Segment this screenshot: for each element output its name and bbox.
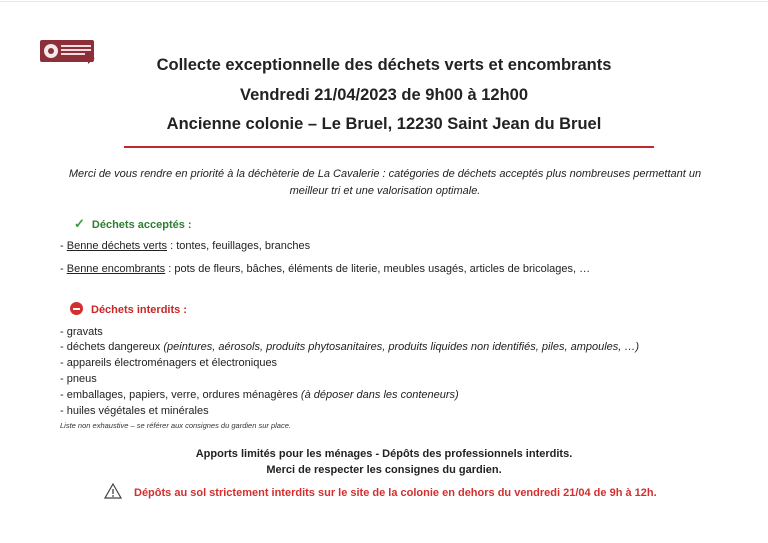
forbidden-item: - gravats xyxy=(60,326,103,338)
footer-line-1: Apports limités pour les ménages - Dépôts des professionnels interdits. xyxy=(195,448,573,460)
forbidden-heading xyxy=(70,302,187,316)
warning-line xyxy=(104,483,657,499)
no-entry-icon xyxy=(70,302,83,315)
accepted-heading xyxy=(74,216,192,232)
event-date: Vendredi 21/04/2023 de 9h00 à 12h00 xyxy=(239,86,529,104)
forbidden-footnote: Liste non exhaustive – se référer aux consignes du gardien sur place. xyxy=(60,421,291,430)
accepted-item: - Benne déchets verts : tontes, feuillages, branches xyxy=(60,240,311,252)
accepted-item-detail: : tontes, feuillages, branches xyxy=(167,240,311,252)
warning-text: Dépôts au sol strictement interdits sur le site de la colonie en dehors du vendredi 21/04 de 9h à 12h. xyxy=(134,487,657,499)
forbidden-heading-label: Déchets interdits : xyxy=(91,304,187,316)
forbidden-item: - emballages, papiers, verre, ordures ménagères (à déposer dans les conteneurs) xyxy=(60,389,459,401)
footer-line-2: Merci de respecter les consignes du gardien. xyxy=(266,464,502,476)
forbidden-item: - pneus xyxy=(60,373,97,385)
forbidden-item: - déchets dangereux (peintures, aérosols, produits phytosanitaires, produits liquides non identifiés, piles, ampoules, …) xyxy=(60,341,640,353)
document-title: Collecte exceptionnelle des déchets verts et encombrants xyxy=(156,56,612,74)
title-divider xyxy=(124,146,654,148)
accepted-item-detail: : pots de fleurs, bâches, éléments de literie, meubles usagés, articles de bricolages, … xyxy=(165,263,591,275)
accepted-item-label: Benne déchets verts xyxy=(66,240,168,252)
accepted-item: - Benne encombrants : pots de fleurs, bâches, éléments de literie, meubles usagés, articles de bricolages, … xyxy=(60,263,591,275)
top-rule xyxy=(0,1,768,2)
forbidden-item: - huiles végétales et minérales xyxy=(60,405,209,417)
checkmark-icon: ✓ xyxy=(74,216,85,231)
event-location: Ancienne colonie – Le Bruel, 12230 Saint Jean du Bruel xyxy=(166,115,602,133)
accepted-item-label: Benne encombrants xyxy=(66,263,166,275)
warning-triangle-icon xyxy=(104,483,122,499)
forbidden-item: - appareils électroménagers et électroniques xyxy=(60,357,278,369)
accepted-heading-label: Déchets acceptés : xyxy=(91,219,192,231)
intro-paragraph: Merci de vous rendre en priorité à la déchèterie de La Cavalerie : catégories de déchets acceptés plus nombreuses permettant un meilleur tri et une valorisation optimale. xyxy=(68,168,702,197)
